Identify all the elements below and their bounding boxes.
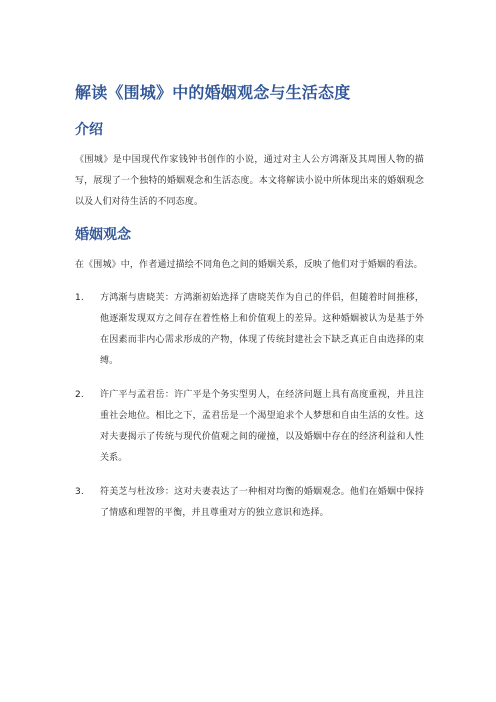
list-item-number: 2. bbox=[75, 390, 84, 400]
list-item-number: 3. bbox=[75, 487, 84, 497]
list-item-text: 符美芝与杜汝珍：这对夫妻表达了一种相对均衡的婚姻观念。他们在婚姻中保持了情感和理智的平衡，并且尊重对方的独立意识和选择。 bbox=[100, 487, 424, 518]
list-item-number: 1. bbox=[75, 293, 84, 303]
marriage-examples-list bbox=[75, 288, 424, 524]
section-heading-introduction: 介绍 bbox=[75, 122, 103, 138]
section-introduction bbox=[75, 120, 424, 213]
list-item bbox=[75, 288, 424, 372]
list-item-text: 许广平与孟君岳：许广平是个务实型男人，在经济问题上具有高度重视，并且注重社会地位。相比之下，孟君岳是一个渴望追求个人梦想和自由生活的女性。这对夫妻揭示了传统与现代价值观之间的碰撞，以及婚姻中存在的经济利益和人性关系。 bbox=[100, 390, 424, 463]
introduction-paragraph: 《围城》是中国现代作家钱钟书创作的小说，通过对主人公方鸿渐及其周围人物的描写，展现了一个独特的婚姻观念和生活态度。本文将解读小说中所体现出来的婚姻观念以及人们对待生活的不同态度。 bbox=[75, 155, 424, 207]
section-marriage-views bbox=[75, 225, 424, 524]
list-item bbox=[75, 385, 424, 469]
document-title: 解读《围城》中的婚姻观念与生活态度 bbox=[75, 83, 351, 102]
section-heading-marriage-views: 婚姻观念 bbox=[75, 227, 131, 243]
list-item-text: 方鸿渐与唐晓芙：方鸿渐初始选择了唐晓芙作为自己的伴侣，但随着时间推移，他逐渐发现双方之间存在着性格上和价值观上的差异。这种婚姻被认为是基于外在因素而非内心需求形成的产物，体现了传统封建社会下缺乏真正自由选择的束缚。 bbox=[100, 293, 424, 366]
list-item bbox=[75, 482, 424, 524]
marriage-views-paragraph: 在《围城》中，作者通过描绘不同角色之间的婚姻关系，反映了他们对于婚姻的看法。 bbox=[75, 260, 423, 270]
